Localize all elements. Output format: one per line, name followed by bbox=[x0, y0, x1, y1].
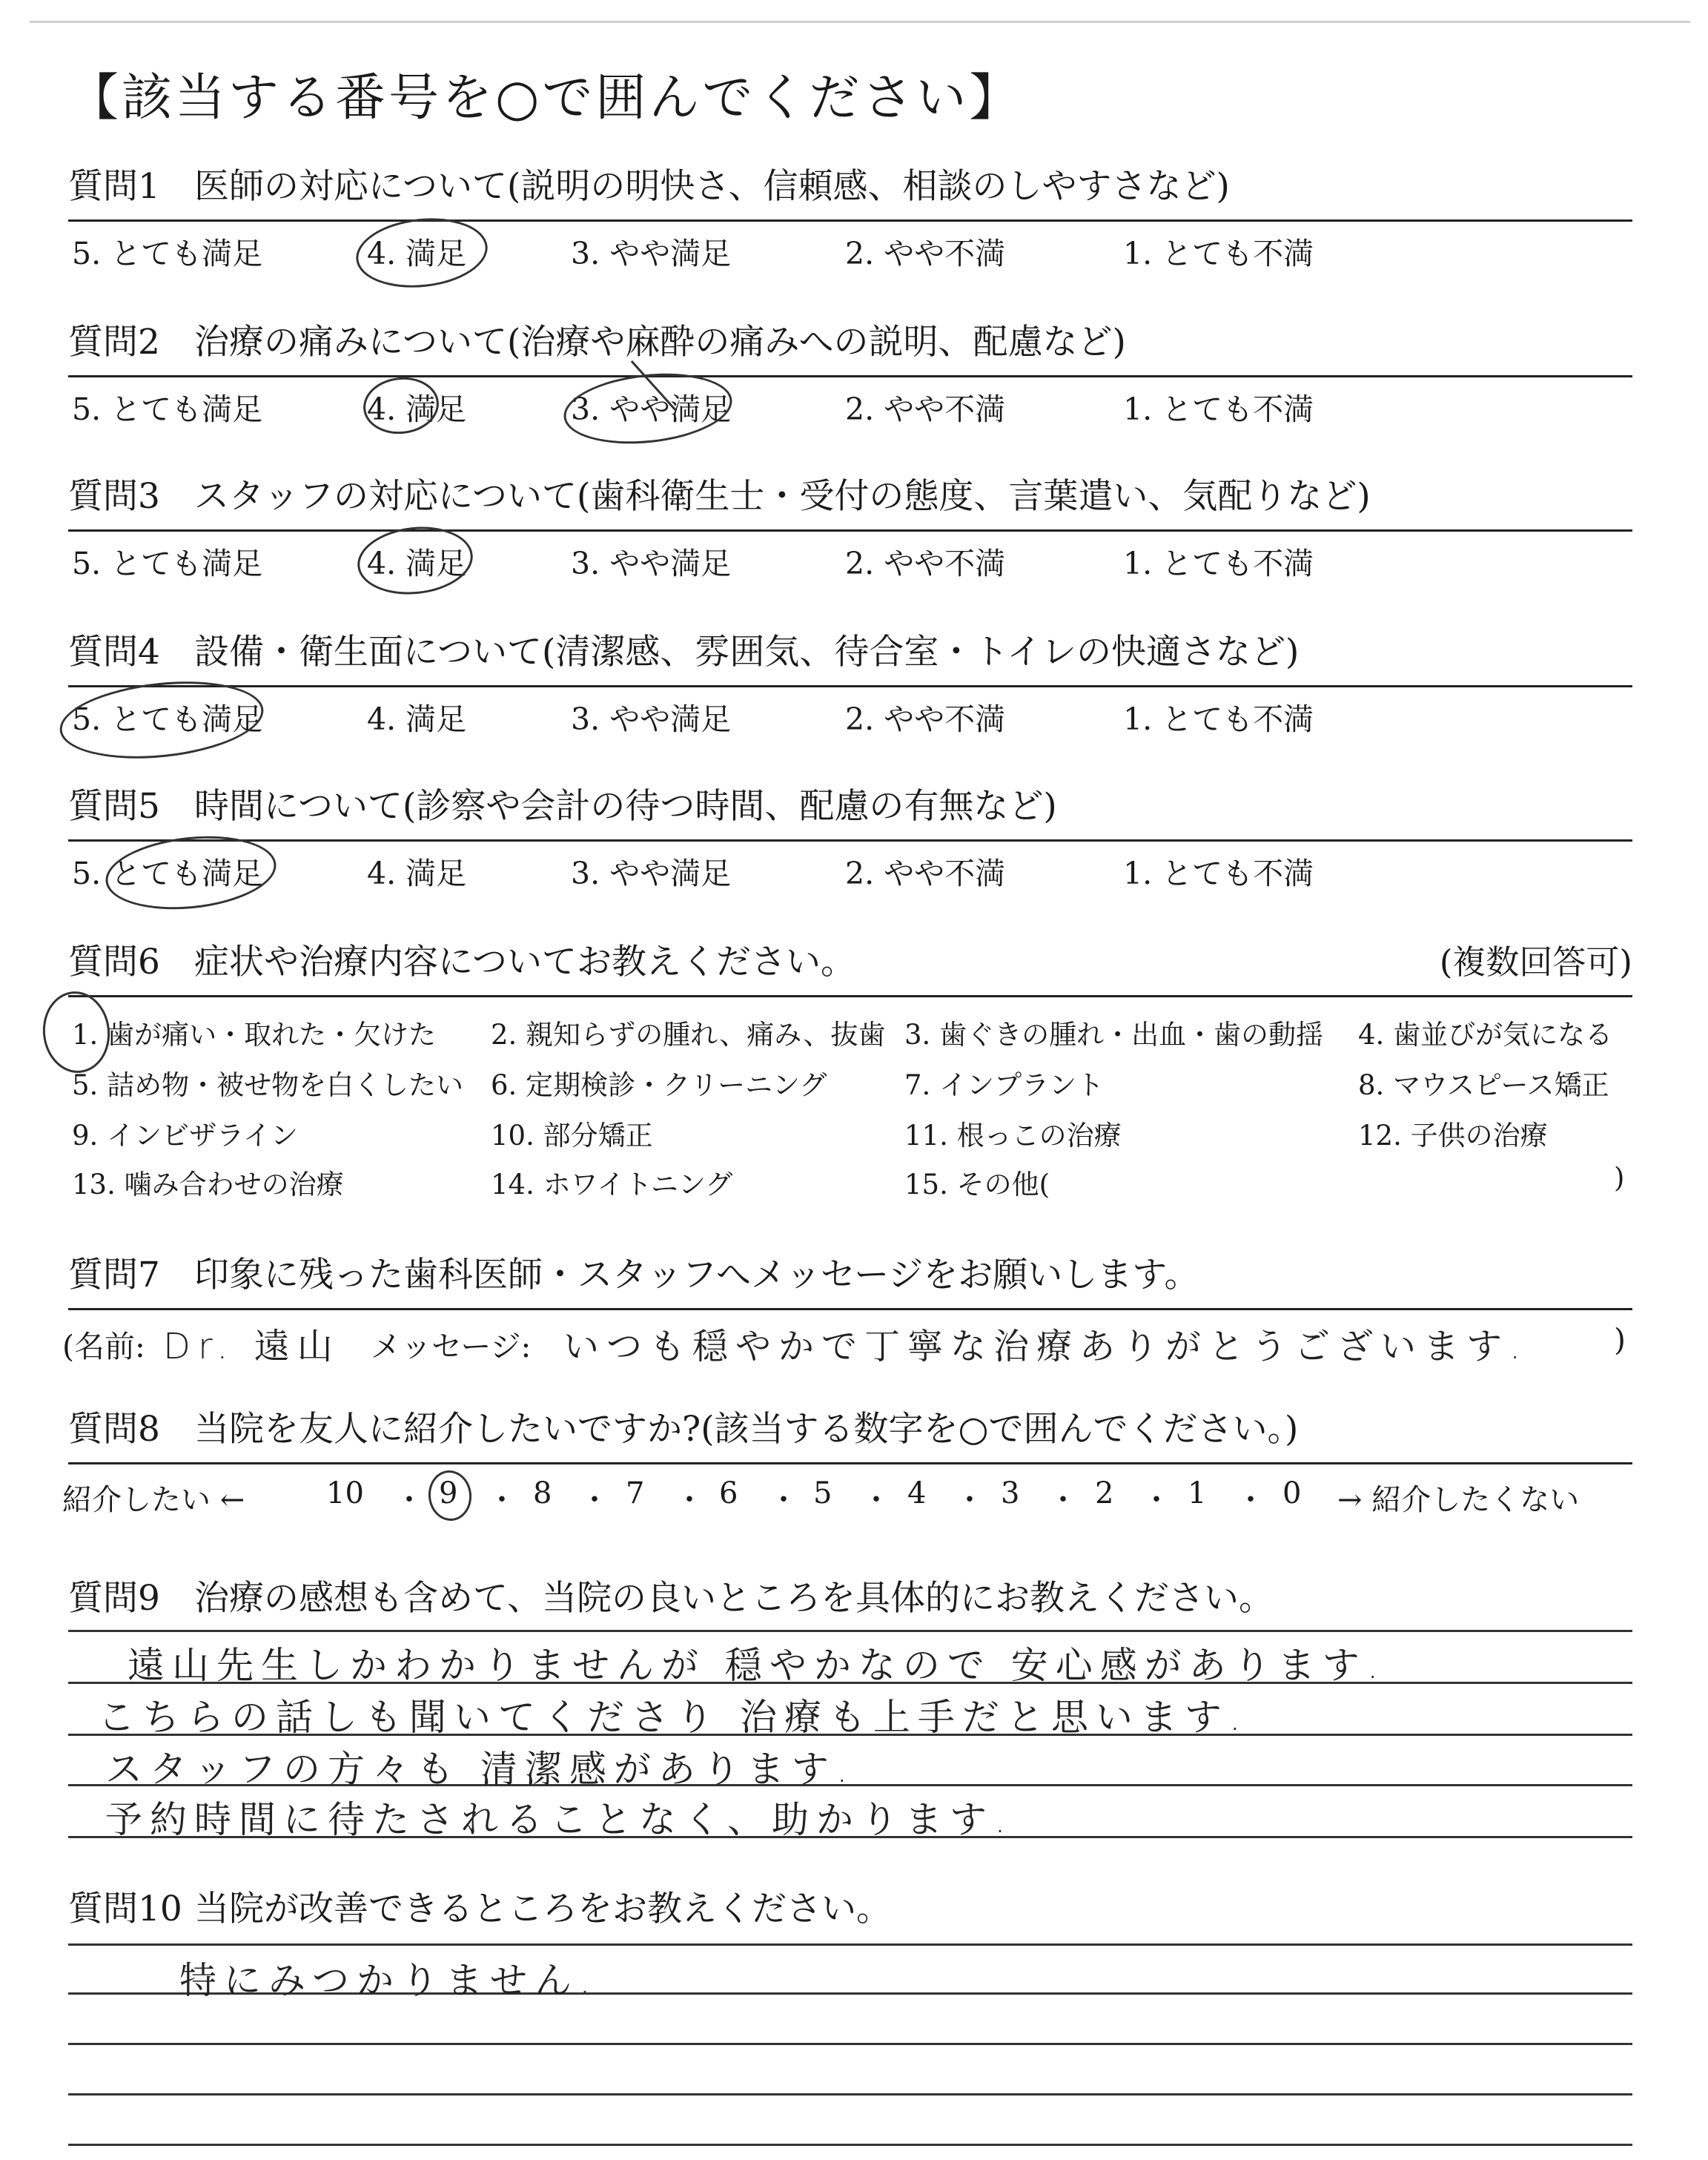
answer-area bbox=[68, 1621, 1632, 1918]
symptom-3[interactable]: 3. 歯ぐきの腫れ・出血・歯の動揺 bbox=[904, 1019, 1324, 1051]
symptom-11[interactable]: 11. 根っこの治療 bbox=[904, 1120, 1122, 1152]
symptom-options bbox=[68, 997, 1632, 1198]
option-2[interactable]: 2. やや不満 bbox=[845, 392, 1006, 427]
question-header bbox=[68, 1253, 1632, 1298]
answer-rule bbox=[68, 1630, 1632, 1632]
symptom-1[interactable]: 1. 歯が痛い・取れた・欠けた bbox=[72, 1019, 437, 1051]
scale-dot: ・ bbox=[1236, 1483, 1265, 1517]
rating-options bbox=[68, 222, 1632, 274]
message-value[interactable]: いつも穏やかで丁寧な治療ありがとうございます. bbox=[563, 1326, 1529, 1367]
question-7 bbox=[62, 1253, 1632, 1370]
option-1[interactable]: 1. とても不満 bbox=[1123, 701, 1314, 737]
recommend-scale bbox=[62, 1464, 1632, 1524]
rating-options bbox=[68, 687, 1632, 739]
selection-circle bbox=[102, 828, 280, 917]
scale-dot: ・ bbox=[675, 1483, 704, 1517]
symptom-2[interactable]: 2. 親知らずの腫れ、痛み、抜歯 bbox=[491, 1019, 886, 1051]
scale-2[interactable]: 2 bbox=[1095, 1476, 1114, 1510]
scale-5[interactable]: 5 bbox=[813, 1476, 833, 1510]
question-text: 時間について(診察や会計の待つ時間、配慮の有無など) bbox=[194, 786, 1057, 827]
question-text: スタッフの対応について(歯科衛生士・受付の態度、言葉遣い、気配りなど) bbox=[194, 476, 1371, 517]
scale-dot: ・ bbox=[955, 1483, 984, 1517]
answer-rule bbox=[68, 1943, 1632, 1946]
answer-line[interactable]: 遠山先生しかわかりませんが 穏やかなので 安心感があります. bbox=[128, 1644, 1386, 1687]
option-5[interactable]: 5. とても満足 bbox=[72, 392, 263, 427]
symptom-13[interactable]: 13. 噛み合わせの治療 bbox=[72, 1169, 344, 1200]
option-3[interactable]: 3. やや満足 bbox=[571, 856, 732, 891]
question-number: 質問4 bbox=[68, 632, 160, 673]
option-5[interactable]: 5. とても満足 bbox=[72, 856, 263, 891]
question-text: 設備・衛生面について(清潔感、雰囲気、待合室・トイレの快適さなど) bbox=[194, 632, 1300, 673]
question-number: 質問1 bbox=[68, 166, 160, 207]
option-4[interactable]: 4. 満足 bbox=[367, 236, 467, 271]
scale-10[interactable]: 10 bbox=[326, 1476, 364, 1510]
symptom-15[interactable]: 15. その他( bbox=[904, 1169, 1050, 1200]
question-4 bbox=[68, 630, 1632, 739]
selection-circle bbox=[354, 521, 477, 600]
question-text: 当院が改善できるところをお教えください。 bbox=[194, 1889, 891, 1929]
option-5[interactable]: 5. とても満足 bbox=[72, 546, 263, 581]
option-4[interactable]: 4. 満足 bbox=[367, 546, 467, 581]
question-text: 症状や治療内容についてお教えください。 bbox=[194, 942, 856, 982]
option-3[interactable]: 3. やや満足 bbox=[571, 392, 732, 427]
answer-rule bbox=[68, 2043, 1632, 2045]
question-number: 質問7 bbox=[68, 1255, 160, 1295]
option-5[interactable]: 5. とても満足 bbox=[72, 701, 263, 737]
symptom-4[interactable]: 4. 歯並びが気になる bbox=[1358, 1019, 1613, 1051]
option-2[interactable]: 2. やや不満 bbox=[845, 546, 1006, 581]
selection-circle bbox=[56, 673, 268, 767]
scale-7[interactable]: 7 bbox=[626, 1476, 645, 1510]
option-1[interactable]: 1. とても不満 bbox=[1123, 236, 1314, 271]
option-4[interactable]: 4. 満足 bbox=[367, 856, 467, 891]
option-2[interactable]: 2. やや不満 bbox=[845, 701, 1006, 737]
question-number: 質問8 bbox=[68, 1409, 160, 1450]
page-title: 【該当する番号を○で囲んでください】 bbox=[68, 69, 1023, 128]
scale-dot: ・ bbox=[394, 1483, 424, 1517]
symptom-9[interactable]: 9. インビザライン bbox=[72, 1120, 298, 1152]
question-text: 医師の対応について(説明の明快さ、信頼感、相談のしやすさなど) bbox=[194, 166, 1230, 207]
question-header bbox=[68, 475, 1632, 519]
rating-options bbox=[68, 532, 1632, 584]
scale-1[interactable]: 1 bbox=[1188, 1476, 1207, 1510]
name-value[interactable]: Dr. 遠山 bbox=[163, 1326, 340, 1367]
scale-dot: ・ bbox=[580, 1483, 609, 1517]
question-9 bbox=[68, 1576, 1632, 1918]
option-3[interactable]: 3. やや満足 bbox=[571, 701, 732, 737]
rating-options bbox=[68, 842, 1632, 894]
question-6 bbox=[68, 940, 1632, 1198]
name-label: (名前: bbox=[62, 1329, 145, 1364]
scale-dot: ・ bbox=[487, 1483, 517, 1517]
option-5[interactable]: 5. とても満足 bbox=[72, 236, 263, 271]
question-10 bbox=[68, 1887, 1632, 2154]
symptom-5[interactable]: 5. 詰め物・被せ物を白くしたい bbox=[72, 1069, 464, 1101]
question-text: 治療の痛みについて(治療や麻酔の痛みへの説明、配慮など) bbox=[194, 322, 1126, 363]
option-3[interactable]: 3. やや満足 bbox=[571, 236, 732, 271]
option-1[interactable]: 1. とても不満 bbox=[1123, 856, 1314, 891]
answer-area bbox=[68, 1932, 1632, 2154]
scale-9[interactable]: 9 bbox=[439, 1476, 458, 1510]
answer-rule bbox=[68, 2093, 1632, 2095]
selection-circle bbox=[353, 212, 491, 294]
scale-dot: ・ bbox=[861, 1483, 891, 1517]
question-header bbox=[68, 165, 1632, 209]
question-header bbox=[68, 630, 1632, 675]
option-3[interactable]: 3. やや満足 bbox=[571, 546, 732, 581]
question-number: 質問10 bbox=[68, 1889, 182, 1929]
option-2[interactable]: 2. やや不満 bbox=[845, 856, 1006, 891]
answer-line[interactable]: スタッフの方々も 清潔感があります. bbox=[105, 1748, 855, 1791]
question-header bbox=[68, 320, 1632, 365]
symptom-14[interactable]: 14. ホワイトニング bbox=[491, 1169, 733, 1200]
scale-dot: ・ bbox=[1048, 1483, 1078, 1517]
scale-right-label: → 紹介したくない bbox=[1337, 1483, 1580, 1517]
answer-rule bbox=[68, 2144, 1632, 2146]
scale-left-label: 紹介したい ← bbox=[62, 1483, 245, 1517]
question-number: 質問2 bbox=[68, 322, 160, 363]
question-number: 質問3 bbox=[68, 476, 160, 517]
question-header bbox=[68, 785, 1632, 829]
option-2[interactable]: 2. やや不満 bbox=[845, 236, 1006, 271]
question-text: 当院を友人に紹介したいですか?(該当する数字を○で囲んでください。) bbox=[194, 1409, 1299, 1450]
rating-options bbox=[68, 377, 1632, 429]
question-5 bbox=[68, 785, 1632, 894]
scan-top-edge bbox=[30, 21, 1690, 23]
question-text: 印象に残った歯科医師・スタッフへメッセージをお願いします。 bbox=[194, 1255, 1199, 1295]
close-paren: ) bbox=[1614, 1322, 1626, 1358]
question-number: 質問6 bbox=[68, 942, 160, 982]
scale-8[interactable]: 8 bbox=[533, 1476, 552, 1510]
question-2 bbox=[68, 320, 1632, 429]
symptom-8[interactable]: 8. マウスピース矯正 bbox=[1358, 1069, 1609, 1101]
question-number: 質問9 bbox=[68, 1578, 160, 1619]
answer-line[interactable]: こちらの話しも聞いてくださり 治療も上手だと思います. bbox=[98, 1696, 1248, 1739]
option-1[interactable]: 1. とても不満 bbox=[1123, 392, 1314, 427]
question-8 bbox=[62, 1407, 1632, 1524]
scale-dot: ・ bbox=[769, 1483, 798, 1517]
option-4[interactable]: 4. 満足 bbox=[367, 392, 467, 427]
option-1[interactable]: 1. とても不満 bbox=[1123, 546, 1314, 581]
symptom-6[interactable]: 6. 定期検診・クリーニング bbox=[491, 1069, 827, 1101]
scale-0[interactable]: 0 bbox=[1282, 1476, 1302, 1510]
symptom-12[interactable]: 12. 子供の治療 bbox=[1358, 1120, 1548, 1152]
symptom-10[interactable]: 10. 部分矯正 bbox=[491, 1120, 653, 1152]
question-number: 質問5 bbox=[68, 786, 160, 827]
question-1 bbox=[68, 165, 1632, 274]
scale-4[interactable]: 4 bbox=[907, 1476, 927, 1510]
answer-line[interactable]: 予約時間に待たされることなく、助かります. bbox=[105, 1798, 1013, 1841]
symptom-7[interactable]: 7. インプラント bbox=[904, 1069, 1105, 1101]
question-header bbox=[68, 1407, 1632, 1452]
option-4[interactable]: 4. 満足 bbox=[367, 701, 467, 737]
multiple-answer-note: (複数回答可) bbox=[1439, 942, 1632, 982]
selection-circle bbox=[426, 1468, 474, 1523]
message-label: メッセージ: bbox=[371, 1329, 532, 1364]
question-header bbox=[68, 1887, 1632, 1932]
question-3 bbox=[68, 475, 1632, 584]
scale-6[interactable]: 6 bbox=[719, 1476, 738, 1510]
scale-dot: ・ bbox=[1142, 1483, 1171, 1517]
question-text: 治療の感想も含めて、当院の良いところを具体的にお教えください。 bbox=[194, 1578, 1274, 1619]
scale-3[interactable]: 3 bbox=[1001, 1476, 1020, 1510]
question-header bbox=[68, 1576, 1632, 1621]
answer-line[interactable]: 特にみつかりません. bbox=[179, 1959, 598, 2002]
other-close-paren: ) bbox=[1614, 1162, 1625, 1194]
question-header bbox=[68, 940, 1632, 985]
message-row bbox=[62, 1310, 1632, 1370]
